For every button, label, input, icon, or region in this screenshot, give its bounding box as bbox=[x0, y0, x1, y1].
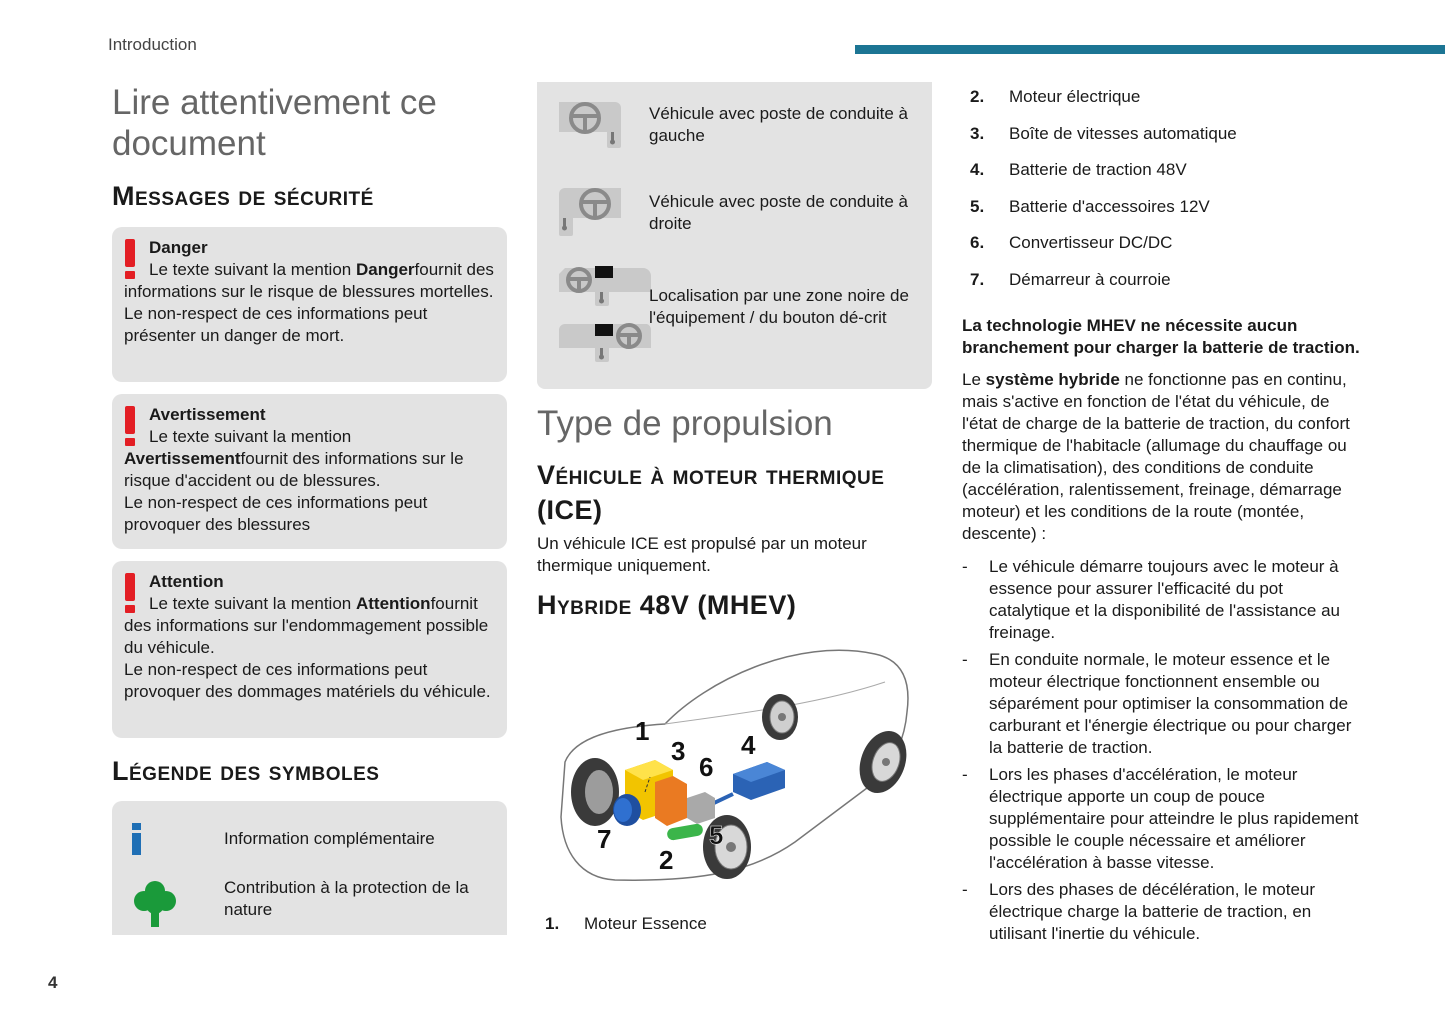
warning-title: Avertissement bbox=[149, 405, 266, 424]
page-number: 4 bbox=[48, 973, 58, 992]
legend-row-info bbox=[112, 819, 507, 877]
legend-info-text: Information complémentaire bbox=[224, 829, 435, 848]
components-list-start bbox=[537, 913, 932, 950]
list-item: - Le véhicule démarre toujours avec le moteur à essence pour assurer l'efficacité du pot catalytique et la disponibilité de l'assistance au freinage. bbox=[962, 556, 1360, 644]
ice-text: Un véhicule ICE est propulsé par un moteur thermique uniquement. bbox=[537, 534, 867, 575]
legend-row-nature bbox=[112, 877, 507, 935]
location-marker-icon bbox=[555, 264, 655, 364]
danger-box bbox=[112, 227, 507, 382]
column-right bbox=[962, 86, 1360, 950]
exclamation-icon bbox=[122, 573, 138, 613]
diagram-label-7: 7 bbox=[597, 824, 612, 854]
exclamation-icon bbox=[122, 239, 138, 279]
attention-consequence: Le non-respect de ces informations peut provoquer des dommages matériels du véhicule. bbox=[124, 660, 491, 701]
warning-consequence: Le non-respect de ces informations peut provoquer des blessures bbox=[124, 493, 428, 534]
attention-title: Attention bbox=[149, 572, 224, 591]
attention-box bbox=[112, 561, 507, 738]
column-middle bbox=[537, 82, 932, 933]
list-item: 6. Convertisseur DC/DC bbox=[970, 233, 1173, 252]
ice-heading: Véhicule à moteur thermique (ICE) bbox=[537, 460, 885, 525]
list-item: 7. Démarreur à courroie bbox=[970, 269, 1171, 289]
danger-text: Le texte suivant la mention Dangerfournit des informations sur le risque de blessures mortelles. bbox=[124, 260, 494, 301]
list-item: 1. Moteur Essence bbox=[545, 914, 707, 933]
list-item: 5. Batterie d'accessoires 12V bbox=[970, 196, 1210, 216]
warning-text: Le texte suivant la mention Avertissementfournit des informations sur le risque d'accident ou de blessures. bbox=[124, 427, 464, 490]
left-hand-drive-icon bbox=[555, 98, 625, 150]
exclamation-icon bbox=[122, 406, 138, 446]
drive-right-text: Véhicule avec poste de conduite à droite bbox=[649, 192, 908, 233]
danger-title: Danger bbox=[149, 238, 208, 257]
diagram-label-2: 2 bbox=[659, 845, 674, 875]
info-icon bbox=[130, 823, 144, 855]
header-accent-bar bbox=[855, 45, 1445, 54]
safety-heading: Messages de sécurité bbox=[112, 181, 374, 211]
diagram-label-6: 6 bbox=[699, 752, 714, 782]
warning-box bbox=[112, 394, 507, 549]
diagram-label-3: 3 bbox=[671, 736, 686, 766]
running-header: Introduction bbox=[108, 35, 197, 54]
list-item: - En conduite normale, le moteur essence et le moteur électrique fonctionnent ensemble ou séparément pour optimiser la consommation de carburant et l'énergie électrique ou pour charger la batterie de traction. bbox=[962, 649, 1360, 759]
legend-nature-text: Contribution à la protection de la nature bbox=[224, 878, 469, 919]
right-hand-drive-icon bbox=[555, 184, 625, 240]
hybrid-bullets bbox=[962, 556, 1360, 945]
legend-heading: Légende des symboles bbox=[112, 756, 380, 786]
mhev-note: La technologie MHEV ne nécessite aucun branchement pour charger la batterie de traction. bbox=[962, 316, 1360, 357]
diagram-label-4: 4 bbox=[741, 730, 756, 760]
list-item: 3. Boîte de vitesses automatique bbox=[970, 123, 1237, 143]
list-item: 4. Batterie de traction 48V bbox=[970, 160, 1187, 179]
page-title: Lire attentivement ce document bbox=[112, 83, 437, 163]
column-left bbox=[112, 80, 507, 935]
list-item: - Lors les phases d'accélération, le moteur électrique apporte un coup de pouce supplémentaire pour atteindre le plus rapidement possible le couple nécessaire et améliorer l'accélération à basse vitesse. bbox=[962, 764, 1360, 874]
list-item: - Lors des phases de décélération, le moteur électrique charge la batterie de traction, en utilisant l'inertie du véhicule. bbox=[962, 879, 1360, 945]
mhev-heading: Hybride 48V (MHEV) bbox=[537, 590, 797, 620]
mhev-diagram bbox=[555, 642, 915, 902]
drive-left-text: Véhicule avec poste de conduite à gauche bbox=[649, 104, 908, 145]
list-item: 2. Moteur électrique bbox=[970, 87, 1141, 106]
propulsion-title: Type de propulsion bbox=[537, 404, 833, 443]
hybrid-paragraph: Le système hybride ne fonctionne pas en continu, mais s'active en fonction de l'état du véhicule, de l'état de charge de la batterie de traction, du confort thermique de l'habitacle (allumage du chauffage ou de la climatisation), des conditions de conduite (accélération, ralentissement, freinage, démarrage moteur) et les conditions de la route (montée, descente) : bbox=[962, 370, 1350, 543]
drive-location-text: Localisation par une zone noire de l'équipement / du bouton dé-crit bbox=[649, 286, 909, 327]
danger-consequence: Le non-respect de ces informations peut présenter un danger de mort. bbox=[124, 304, 428, 345]
drive-position-box bbox=[537, 82, 932, 389]
components-list bbox=[962, 86, 1360, 305]
legend-box bbox=[112, 801, 507, 935]
diagram-label-1: 1 bbox=[635, 716, 650, 746]
attention-text: Le texte suivant la mention Attentionfournit des informations sur l'endommagement possible du véhicule. bbox=[124, 594, 489, 657]
tree-icon bbox=[134, 879, 176, 929]
diagram-label-5: 5 bbox=[709, 820, 724, 850]
